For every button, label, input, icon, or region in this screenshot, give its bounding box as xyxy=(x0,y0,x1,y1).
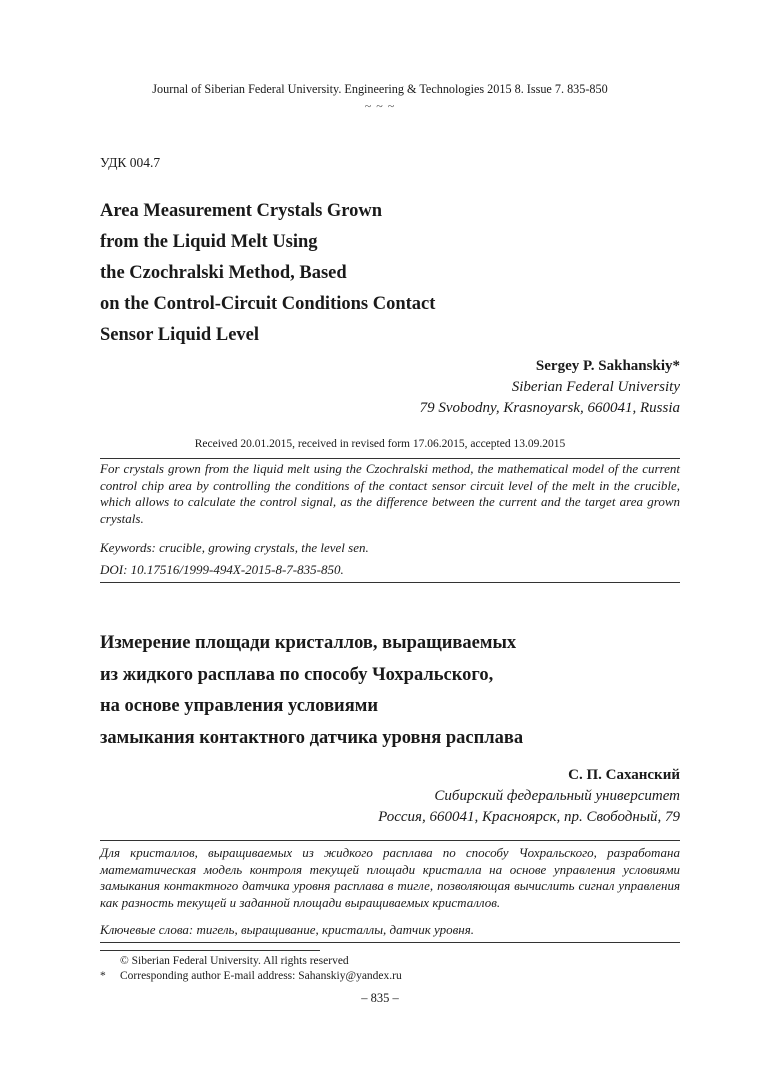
russian-title-line: из жидкого расплава по способу Чохральского, xyxy=(100,664,494,685)
english-author-block xyxy=(420,356,680,419)
english-title xyxy=(100,196,435,351)
rule-ru-top xyxy=(100,840,680,841)
russian-abstract: Для кристаллов, выращиваемых из жидкого расплава по способу Чохральского, разработана математическая модель контроля текущей площади кристалла на основе управления условиями замыкания контактного датчика уровня расплава в тигле, позволяющая вычислить сигнал управления как разность текущей и заданной площади выращиваемых кристаллов. xyxy=(100,845,680,910)
russian-author-block xyxy=(378,765,680,828)
english-keywords: Keywords: crucible, growing crystals, the level sen. xyxy=(100,540,369,555)
doi: DOI: 10.17516/1999-494X-2015-8-7-835-850. xyxy=(100,562,344,577)
author-name-ru: С. П. Саханский xyxy=(568,767,680,783)
header-ornament: ~ ~ ~ xyxy=(364,99,396,113)
received-dates: Received 20.01.2015, received in revised form 17.06.2015, accepted 13.09.2015 xyxy=(194,438,566,450)
affiliation-address-ru: Россия, 660041, Красноярск, пр. Свободный, 79 xyxy=(378,809,680,825)
rule-ru-bottom xyxy=(100,942,680,943)
russian-keywords: Ключевые слова: тигель, выращивание, кристаллы, датчик уровня. xyxy=(100,922,475,937)
affiliation-address: 79 Svobodny, Krasnoyarsk, 660041, Russia xyxy=(419,400,680,416)
affiliation-line-ru: Сибирский федеральный университет xyxy=(434,788,680,804)
journal-header: Journal of Siberian Federal University. Engineering & Technologies 2015 8. Issue 7. 835-850 xyxy=(152,82,608,96)
udk-code: УДК 004.7 xyxy=(100,155,161,170)
russian-title xyxy=(100,628,523,754)
rule-top xyxy=(100,458,680,459)
russian-title-line: замыкания контактного датчика уровня расплава xyxy=(100,727,524,748)
copyright-text: © Siberian Federal University. All rights reserved xyxy=(120,955,349,967)
footnotes xyxy=(100,954,402,984)
author-name: Sergey P. Sakhanskiy* xyxy=(535,358,680,374)
russian-title-line: на основе управления условиями xyxy=(100,696,378,716)
footnote-separator xyxy=(100,950,320,951)
english-title-line: on the Control-Circuit Conditions Contact xyxy=(100,294,436,314)
footnote-copyright xyxy=(100,954,402,969)
corresponding-author-text: Corresponding author E-mail address: Sahanskiy@yandex.ru xyxy=(120,970,402,982)
english-title-line: from the Liquid Melt Using xyxy=(100,232,318,252)
affiliation-line: Siberian Federal University xyxy=(511,379,680,395)
russian-title-line: Измерение площади кристаллов, выращиваемых xyxy=(100,633,517,653)
english-title-line: Sensor Liquid Level xyxy=(100,325,260,345)
page-number: – 835 – xyxy=(361,991,399,1005)
english-title-line: Area Measurement Crystals Grown xyxy=(100,201,383,221)
english-title-line: the Czochralski Method, Based xyxy=(100,263,347,283)
footnote-corresponding xyxy=(100,969,402,984)
footnote-mark: * xyxy=(100,970,106,982)
rule-bottom xyxy=(100,582,680,583)
english-abstract: For crystals grown from the liquid melt using the Czochralski method, the mathematical model of the current control chip area by controlling the conditions of the contact sensor circuit level of the melt in the crucible, which allows to calculate the control signal, as the difference between the current and the target area grown crystals. xyxy=(100,461,680,526)
